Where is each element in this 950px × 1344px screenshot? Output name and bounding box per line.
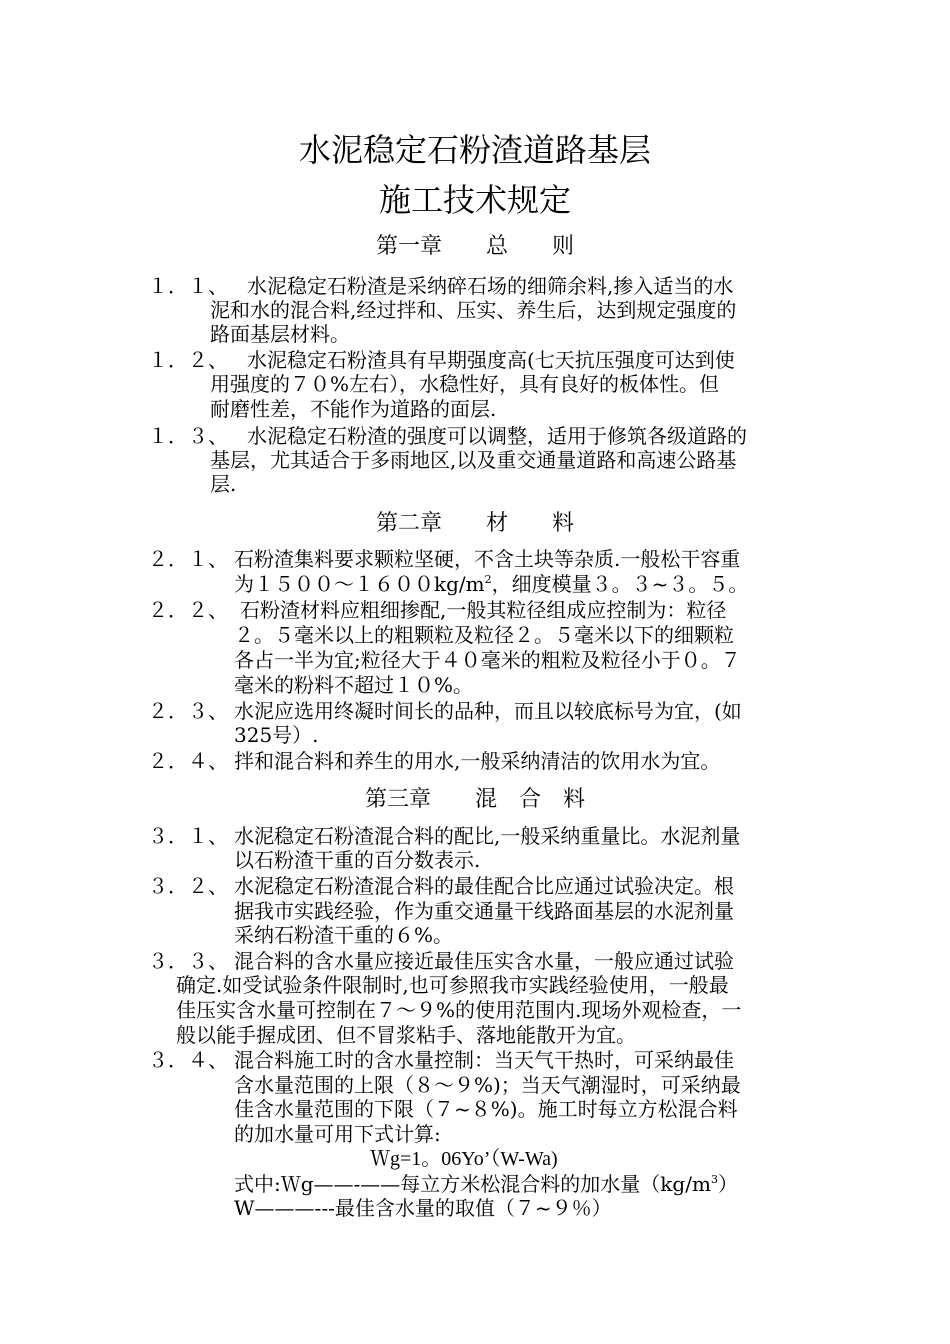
- item-text-line: 325号）.: [234, 723, 319, 747]
- chapter-1-heading: 第一章 总 则: [375, 234, 574, 259]
- item-text-line: 般以能手握成团、但不冒浆粘手、落地能散开为宜。: [176, 1023, 636, 1047]
- definition-text-end: ）: [717, 1172, 738, 1196]
- chapter-3-heading: 第三章 混 合 料: [364, 787, 585, 812]
- item-number: ３．３、: [148, 949, 228, 973]
- chapter-2-heading: 第二章 材 料: [375, 511, 574, 536]
- item-text-line: 混合料的含水量应接近最佳压实含水量，一般应通过试验: [234, 949, 734, 973]
- item-text-line: 水泥应选用终凝时间长的品种，而且以较底标号为宜，(如: [234, 699, 742, 723]
- item-text-line: 以石粉渣干重的百分数表示.: [234, 848, 481, 872]
- superscript: 3: [710, 1173, 718, 1186]
- item-text-line: 水泥稳定石粉渣具有早期强度高(七天抗压强度可达到使: [247, 348, 735, 372]
- item-number: ３．１、: [148, 824, 228, 848]
- document-title-line-2: 施工技术规定: [378, 181, 571, 219]
- item-text-line: 泥和水的混合料,经过拌和、压实、养生后，达到规定强度的: [210, 298, 737, 322]
- item-text-line: 毫米的粉料不超过１０%。: [234, 673, 474, 697]
- item-text-line: 石粉渣集料要求颗粒坚硬，不含土块等杂质.一般松干容重: [234, 547, 741, 571]
- item-text-line: 水泥稳定石粉渣混合料的最佳配合比应通过试验决定。根: [234, 874, 734, 898]
- item-number: １．２、: [148, 348, 228, 372]
- item-number: ２．４、: [148, 749, 228, 773]
- item-number: ２．１、: [148, 547, 228, 571]
- item-text-line: 基层，尤其适合于多雨地区,以及重交通量道路和高速公路基: [210, 448, 737, 472]
- density-range-text: 为１５００～１６００kg/m: [234, 572, 485, 596]
- item-text-line: 的加水量可用下式计算:: [234, 1122, 441, 1146]
- item-number: ２．３、: [148, 699, 228, 723]
- item-text-line: 石粉渣材料应粗细掺配,一般其粒径组成应控制为：粒径: [240, 598, 727, 622]
- item-text-line: 层.: [210, 472, 237, 496]
- item-text-line: ２。５毫米以上的粗颗粒及粒径２。５毫米以下的细颗粒: [234, 623, 734, 647]
- item-text-line: 佳含水量范围的下限（７~８%)。施工时每立方松混合料: [234, 1097, 738, 1121]
- item-text-line: 路面基层材料。: [210, 322, 350, 346]
- superscript: 2: [484, 573, 492, 586]
- item-text-line: 混合料施工时的含水量控制：当天气干热时，可采纳最佳: [234, 1048, 734, 1072]
- definition-text: 式中:Ｗg——-——每立方米松混合料的加水量（kg/m: [234, 1172, 711, 1196]
- item-number: ３．２、: [148, 874, 228, 898]
- item-text-line: 含水量范围的上限（８～９%)；当天气潮湿时，可采纳最: [234, 1073, 741, 1097]
- document-title-line-1: 水泥稳定石粉渣道路基层: [298, 131, 651, 169]
- item-text-line: 据我市实践经验，作为重交通量干线路面基层的水泥剂量: [234, 899, 734, 923]
- item-text-line: 水泥稳定石粉渣混合料的配比,一般采纳重量比。水泥剂量: [234, 824, 741, 848]
- fineness-text: ，细度模量３。３~３。５。: [491, 572, 749, 596]
- item-text-line: 用强度的７０%左右），水稳性好，具有良好的板体性。但: [210, 372, 720, 396]
- item-number: １．１、: [148, 274, 228, 298]
- formula-definition-line: W———---最佳含水量的取值（７~９％）: [234, 1196, 612, 1220]
- item-text-line: 采纳石粉渣干重的６%。: [234, 923, 454, 947]
- item-number: ２．２、: [148, 598, 228, 622]
- item-text-line: 水泥稳定石粉渣的强度可以调整，适用于修筑各级道路的: [247, 424, 747, 448]
- item-text-line: 拌和混合料和养生的用水,一般采纳清洁的饮用水为宜。: [234, 749, 721, 773]
- item-text-line: 佳压实含水量可控制在７～９%的使用范围内.现场外观检查，一: [176, 998, 742, 1022]
- item-text-line: 各占一半为宜;粒径大于４０毫米的粗粒及粒径小于０。７: [234, 648, 741, 672]
- item-number: １．３、: [148, 424, 228, 448]
- item-text-line: 确定.如受试验条件限制时,也可参照我市实践经验使用，一般最: [176, 973, 729, 997]
- water-formula: Ｗg=1。06Yo’（W-Wa): [370, 1148, 558, 1170]
- item-number: ３．４、: [148, 1048, 228, 1072]
- item-text-line: 水泥稳定石粉渣是采纳碎石场的细筛余料,掺入适当的水: [247, 274, 734, 298]
- formula-definition-line: [234, 1172, 738, 1196]
- item-text-line: [234, 572, 748, 596]
- item-text-line: 耐磨性差，不能作为道路的面层.: [210, 397, 497, 421]
